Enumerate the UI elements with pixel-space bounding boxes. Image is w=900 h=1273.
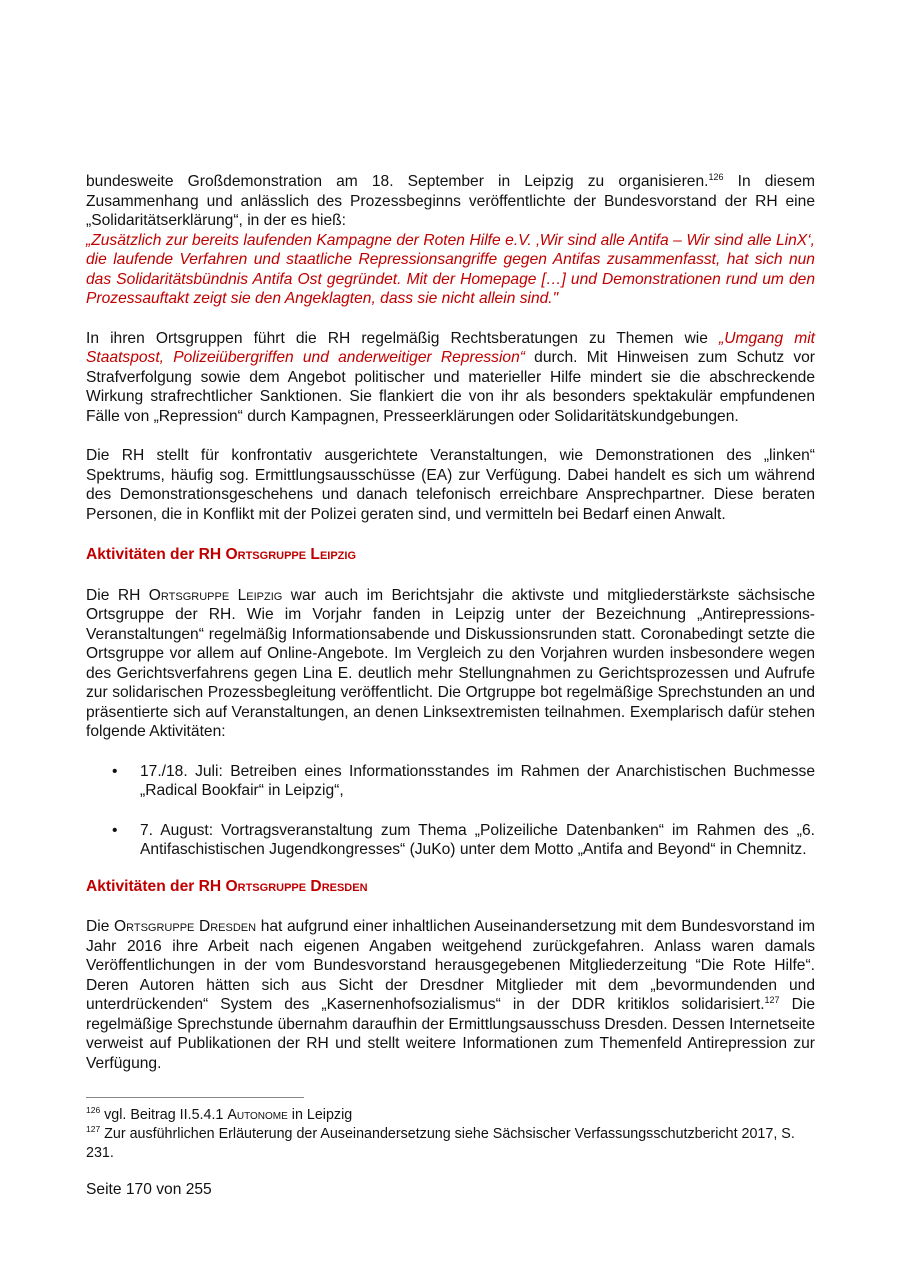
footnote-divider (86, 1097, 304, 1098)
bullet-icon: • (112, 821, 118, 839)
list-item: • 17./18. Juli: Betreiben eines Informationsstandes im Rahmen der Anarchistischen Buchmesse „Radical Bookfair“ in Leipzig“, (112, 762, 815, 799)
inline-quote: „Umgang mit Staatspost, Polizeiübergriffen und anderweitiger Repression“ (86, 329, 815, 366)
heading-dresden: Aktivitäten der RH Ortsgruppe Dresden (86, 877, 368, 895)
paragraph-dresden: Die Ortsgruppe Dresden hat aufgrund einer inhaltlichen Auseinandersetzung mit dem Bundesvorstand im Jahr 2016 ihre Arbeit nach eigenen Angaben weitgehend zurückgefahren. Anlass waren damals Veröffentlichungen in der vom Bundesvorstand herausgegebenen Mitgliederzeitung “Die Rote Hilfe“. Deren Autoren hätten sich aus Sicht der Dresdner Mitglieder mit dem „bevormundenden und unterdrückenden“ System des „Kasernenhofsozialismus“ in der DDR kritiklos solidarisiert.$^{127}$ Die regelmäßige Sprechstunde übernahm daraufhin der Ermittlungsausschuss Dresden. Dessen Internetseite verweist auf Publikationen der RH und stellt weitere Informationen zum Themenfeld Antirepression zur Verfügung. (86, 918, 815, 1072)
document-body (86, 172, 815, 1073)
footnotes (86, 1106, 815, 1163)
bullet-icon: • (112, 762, 118, 780)
paragraph-leipzig: Die RH Ortsgruppe Leipzig war auch im Berichtsjahr die aktivste und mitgliederstärkste sächsische Ortsgruppe der RH. Wie im Vorjahr fanden in Leipzig unter der Bezeichnung „Antirepressions-Veranstaltungen“ regelmäßig Informationsabende und Diskussionsrunden statt. Coronabedingt setzte die Ortsgruppe vor allem auf Online-Angebote. Im Vergleich zu den Vorjahren wurden insbesondere wegen des Gerichtsverfahrens gegen Lina E. deutlich mehr Stellungnahmen zu Gerichtsprozessen und Aufrufe zur solidarischen Prozessbegleitung veröffentlicht. Die Ortgruppe bot regelmäßige Sprechstunden an und präsentierte sich auf Veranstaltungen, an denen Linksextremisten teilnahmen. Exemplarisch dafür stehen folgende Aktivitäten: (86, 586, 816, 740)
paragraph-intro: bundesweite Großdemonstration am 18. September in Leipzig zu organisieren.$^{126}$ In diesem Zusammenhang und anlässlich des Prozessbeginns veröffentlichte der Bundesvorstand der RH eine „Solidaritätserklärung“, in der es hieß: (86, 171, 815, 229)
page-number: Seite 170 von 255 (86, 1181, 212, 1198)
solidarity-quote: „Zusätzlich zur bereits laufenden Kampagne der Roten Hilfe e.V. ‚Wir sind alle Antifa – Wir sind alle LinX‘, die laufende Verfahren und staatliche Repressionsangriffe gegen Antifas zusammenfasst, hat sich nun das Solidaritätsbündnis Antifa Ost gegründet. Mit der Homepage […] und Demonstrationen rund um den Prozessauftakt zeigt sie den Angeklagten, dass sie nicht allein sind." (86, 231, 815, 307)
footnote-127: $^{127}$ Zur ausführlichen Erläuterung der Auseinandersetzung siehe Sächsischer Verfassungsschutzbericht 2017, S. 231. (86, 1124, 795, 1161)
heading-leipzig: Aktivitäten der RH Ortsgruppe Leipzig (86, 546, 357, 563)
activity-list (86, 762, 815, 860)
list-item: • 7. August: Vortragsveranstaltung zum Thema „Polizeiliche Datenbanken“ im Rahmen des „6. Antifaschistischen Jugendkongresses“ (JuKo) unter dem Motto „Antifa and Beyond“ in Chemnitz. (112, 821, 815, 858)
paragraph-legal-advice: In ihren Ortsgruppen führt die RH regelmäßig Rechtsberatungen zu Themen wie „Umgang mit Staatspost, Polizeiübergriffen und anderweitiger Repression“ durch. Mit Hinweisen zum Schutz vor Strafverfolgung sowie dem Angebot politischer und materieller Hilfe mindert sie die abschreckende Wirkung strafrechtlicher Sanktionen. Sie flankiert die von ihr als besonders spektakulär empfundenen Fälle von „Repression“ durch Kampagnen, Presseerklärungen oder Solidaritätskundgebungen. (86, 329, 816, 425)
paragraph-ea: Die RH stellt für konfrontativ ausgerichtete Veranstaltungen, wie Demonstrationen des „linken“ Spektrums, häufig sog. Ermittlungsausschüsse (EA) zur Verfügung. Dabei handelt es sich um während des Demonstrationsgeschehens und danach telefonisch erreichbare Ansprechpartner. Diese beraten Personen, die in Konflikt mit der Polizei geraten sind, und vermitteln bei Bedarf einen Anwalt. (86, 447, 815, 523)
footnote-ref-127[interactable]: 127 (764, 994, 780, 1005)
footnote-126: $^{126}$ vgl. Beitrag II.5.4.1 Autonome in Leipzig (86, 1105, 353, 1123)
footnote-ref-126[interactable]: 126 (708, 171, 724, 182)
